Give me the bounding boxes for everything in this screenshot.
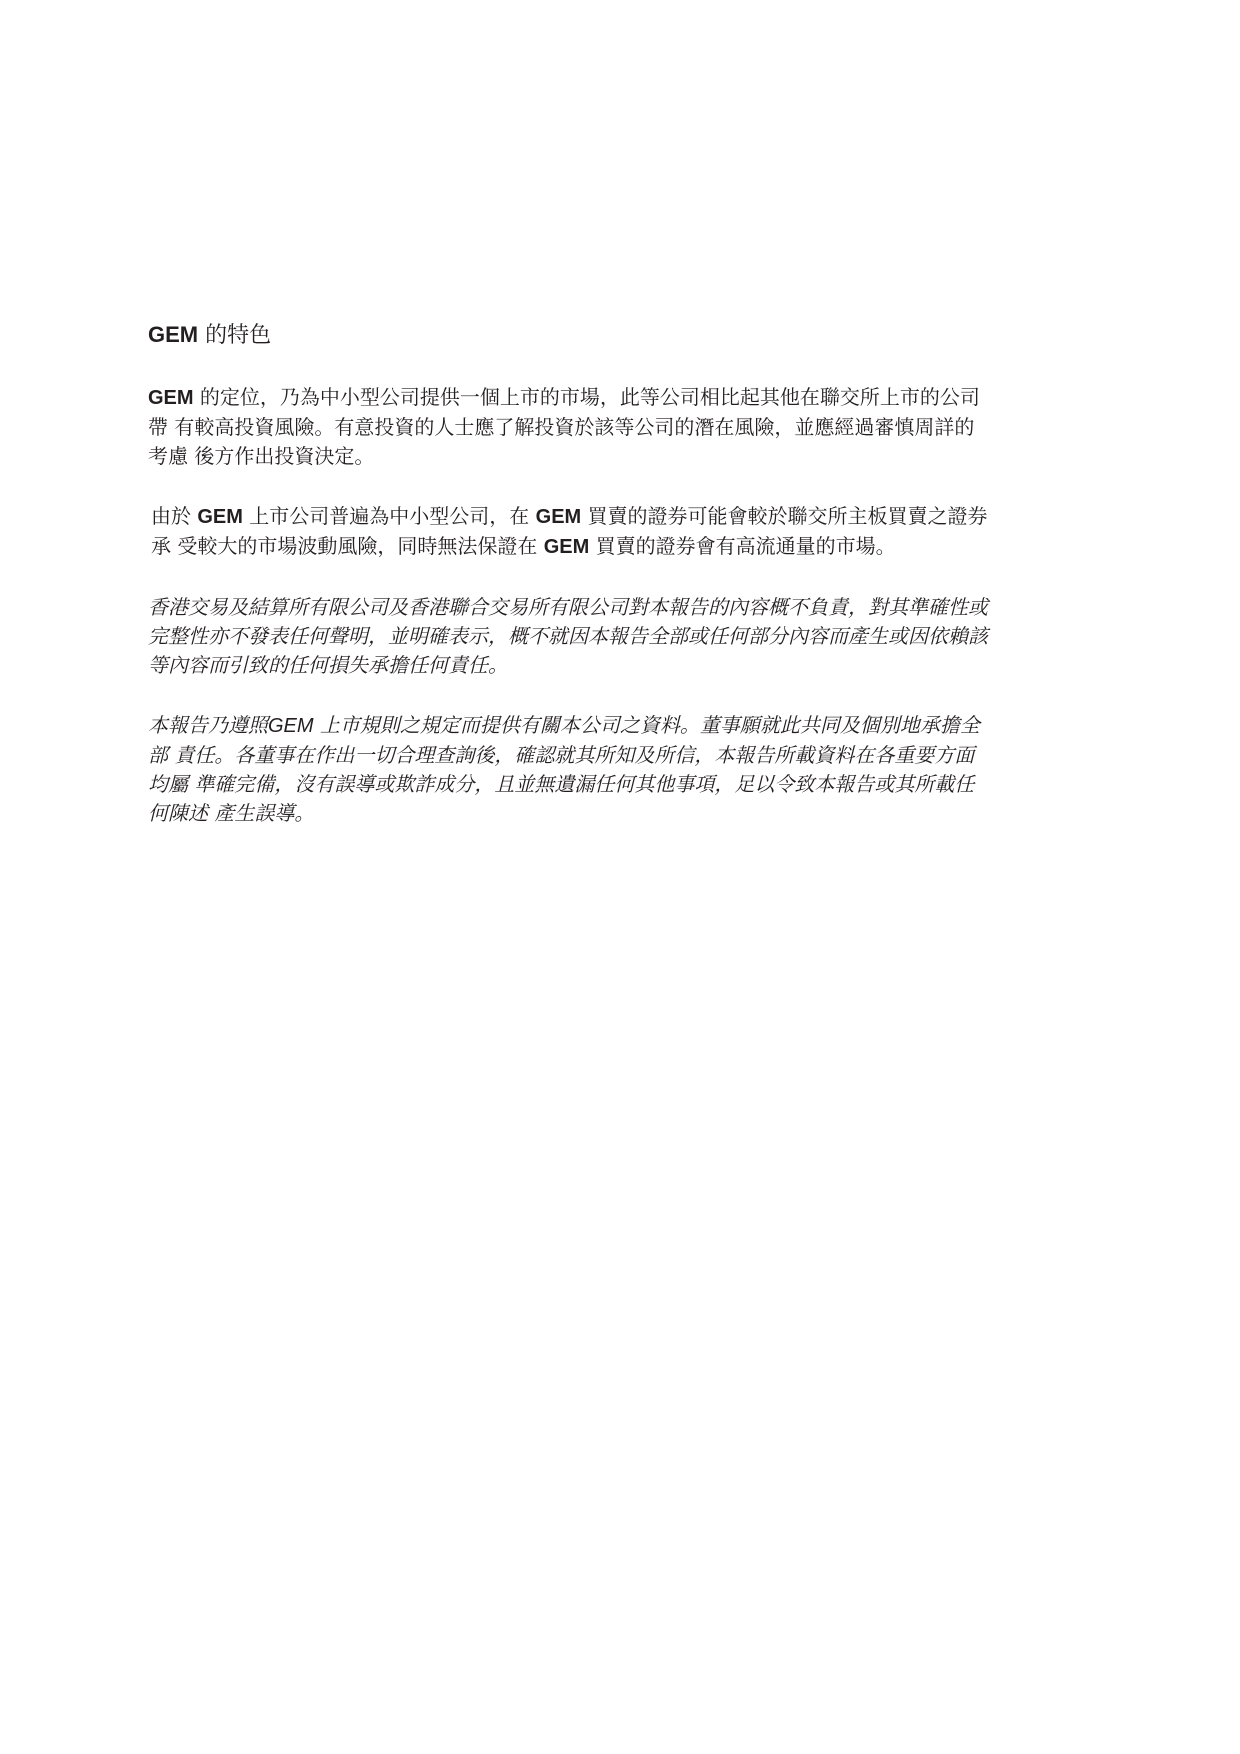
paragraph-exchange-disclaimer bbox=[148, 593, 1128, 680]
paragraph-line bbox=[151, 532, 1128, 562]
line-text: 上市規則之規定而提供有關本公司之資料。董事願就此共同及個別地承擔全 bbox=[313, 713, 980, 737]
line-text: 買賣的證券會有高流通量的市場。 bbox=[589, 534, 896, 558]
section-heading bbox=[148, 318, 1128, 353]
heading-text: 的特色 bbox=[198, 323, 272, 348]
disclaimer-section bbox=[148, 318, 1128, 859]
paragraph-line bbox=[148, 383, 1128, 413]
line-text: 買賣的證券可能會較於聯交所主板買賣之證券 bbox=[581, 504, 988, 528]
paragraph-line: 帶 有較高投資風險。有意投資的人士應了解投資於該等公司的潛在風險，並應經過審慎周詳的 bbox=[148, 415, 975, 439]
paragraph-line: 完整性亦不發表任何聲明，並明確表示，概不就因本報告全部或任何部分內容而產生或因依賴該 bbox=[148, 624, 988, 648]
paragraph-line: 等內容而引致的任何損失承擔任何責任。 bbox=[148, 653, 508, 677]
gem-term: GEM bbox=[543, 536, 590, 558]
line-text: 上市公司普遍為中小型公司，在 bbox=[242, 504, 536, 528]
paragraph-line bbox=[148, 711, 1128, 741]
line-text: 由於 bbox=[151, 504, 198, 528]
paragraph-line: 部 責任。各董事在作出一切合理查詢後，確認就其所知及所信，本報告所載資料在各重要方面 bbox=[148, 743, 975, 767]
paragraph-line: 均屬 準確完備，沒有誤導或欺詐成分，且並無遺漏任何其他事項，足以令致本報告或其所載任 bbox=[148, 772, 975, 796]
paragraph-line: 何陳述 產生誤導。 bbox=[148, 801, 315, 825]
gem-term: GEM bbox=[148, 387, 194, 409]
paragraph-line: 香港交易及結算所有限公司及香港聯合交易所有限公司對本報告的內容概不負責，對其準確性或 bbox=[148, 595, 988, 619]
gem-term: GEM bbox=[268, 715, 314, 737]
line-text: 的定位，乃為中小型公司提供一個上市的市場，此等公司相比起其他在聯交所上市的公司 bbox=[193, 385, 980, 409]
gem-term: GEM bbox=[197, 506, 243, 528]
paragraph-market-risk bbox=[148, 502, 1128, 562]
gem-term: GEM bbox=[535, 506, 582, 528]
paragraph-directors-responsibility bbox=[148, 711, 1128, 828]
line-text: 本報告乃遵照 bbox=[148, 713, 268, 737]
heading-gem: GEM bbox=[148, 322, 199, 347]
paragraph-gem-positioning bbox=[148, 383, 1128, 471]
paragraph-line bbox=[151, 502, 1128, 532]
line-text: 承 受較大的市場波動風險，同時無法保證在 bbox=[151, 534, 544, 558]
paragraph-line: 考慮 後方作出投資決定。 bbox=[148, 444, 375, 468]
